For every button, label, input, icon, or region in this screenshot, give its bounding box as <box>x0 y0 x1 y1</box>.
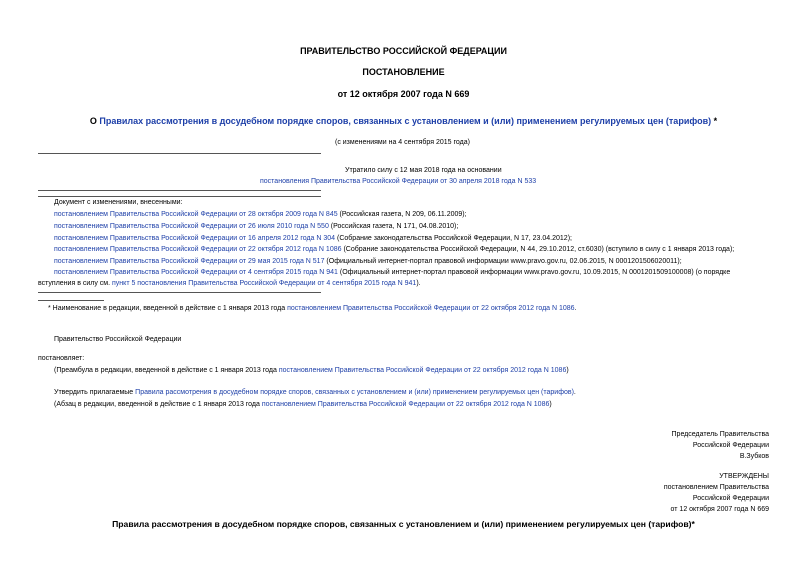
amendment-source: (Официальный интернет-портал правовой информации www.pravo.gov.ru, 02.06.2015, N 0001201506020011); <box>324 258 682 265</box>
rules-title: Правила рассмотрения в досудебном порядке споров, связанных с установлением и (или) применением регулируемых цен (тарифов)* <box>112 519 695 529</box>
amendment-link[interactable]: постановлением Правительства Российской Федерации от 16 апреля 2012 года N 304 <box>54 235 336 242</box>
body-government: Правительство Российской Федерации <box>54 336 182 343</box>
amendment-link[interactable]: постановлением Правительства Российской Федерации от 26 июля 2010 года N 550 <box>54 223 329 230</box>
signature-name: В.Зубков <box>739 453 769 460</box>
body-decrees: постановляет: <box>38 355 85 362</box>
amendments-heading: Документ с изменениями, внесенными: <box>54 199 183 206</box>
amendment-item <box>54 269 730 276</box>
title-prefix: О <box>89 116 100 126</box>
approved-label: УТВЕРЖДЕНЫ <box>719 473 769 480</box>
divider <box>38 153 321 154</box>
amended-note: (с изменениями на 4 сентября 2015 года) <box>335 139 470 146</box>
lost-force-link[interactable]: постановления Правительства Российской Федерации от 30 апреля 2018 года N 533 <box>260 178 537 185</box>
signature-position: Председатель Правительства <box>671 431 769 438</box>
preamble-end: ) <box>566 367 569 374</box>
footnote-text: * Наименование в редакции, введенной в действие с 1 января 2013 года <box>48 305 288 312</box>
amendment-continuation <box>38 280 421 287</box>
paragraph-note <box>54 401 552 408</box>
document-date-number: от 12 октября 2007 года N 669 <box>337 89 470 99</box>
paragraph-note-text: (Абзац в редакции, введенной в действие с 1 января 2013 года <box>54 401 262 408</box>
amendment-link[interactable]: постановлением Правительства Российской Федерации от 22 октября 2012 года N 1086 <box>54 246 342 253</box>
paragraph-note-end: ) <box>549 401 552 408</box>
lost-force-text: Утратило силу с 12 мая 2018 года на основании <box>345 167 502 174</box>
amendment-item <box>54 235 572 242</box>
approve-text: Утвердить прилагаемые <box>54 389 136 396</box>
amendment-source: (Собрание законодательства Российской Федерации, N 44, 29.10.2012, ст.6030) (вступило в силу с 1 января 2013 года); <box>341 246 735 253</box>
amendment-source: (Официальный интернет-портал правовой информации www.pravo.gov.ru, 10.09.2015, N 0001201509100008) (о порядке <box>337 269 731 276</box>
amendment-item <box>54 258 682 265</box>
footnote-divider <box>38 300 104 301</box>
approve-end: . <box>573 389 576 396</box>
divider <box>38 190 321 191</box>
preamble-note <box>54 367 569 374</box>
footnote-end: . <box>574 305 577 312</box>
approve-link[interactable]: Правила рассмотрения в досудебном порядке споров, связанных с установлением и (или) применением регулируемых цен (тарифов) <box>135 389 574 396</box>
amendment-item <box>54 223 458 230</box>
divider <box>38 196 321 197</box>
amendment-link[interactable]: постановлением Правительства Российской Федерации от 4 сентября 2015 года N 941 <box>54 269 338 276</box>
government-heading: ПРАВИТЕЛЬСТВО РОССИЙСКОЙ ФЕДЕРАЦИИ <box>300 46 507 56</box>
amendment-source: (Российская газета, N 209, 06.11.2009); <box>337 211 467 218</box>
amendment-item <box>54 211 467 218</box>
title-suffix: * <box>711 116 718 126</box>
footnote-link[interactable]: постановлением Правительства Российской Федерации от 22 октября 2012 года N 1086 <box>287 305 575 312</box>
footnote <box>48 305 577 312</box>
document-title <box>0 116 807 126</box>
continuation-text: вступления в силу см. <box>38 280 113 287</box>
signature-country: Российской Федерации <box>692 442 769 449</box>
approve-paragraph <box>54 389 576 396</box>
amendment-source: (Собрание законодательства Российской Федерации, N 17, 23.04.2012); <box>335 235 572 242</box>
document-type: ПОСТАНОВЛЕНИЕ <box>362 67 445 77</box>
amendment-item <box>54 246 734 253</box>
amendment-link[interactable]: постановлением Правительства Российской Федерации от 28 октября 2009 года N 845 <box>54 211 338 218</box>
amendment-link[interactable]: постановлением Правительства Российской Федерации от 29 мая 2015 года N 517 <box>54 258 325 265</box>
continuation-end: ). <box>416 280 421 287</box>
preamble-link[interactable]: постановлением Правительства Российской Федерации от 22 октября 2012 года N 1086 <box>278 367 567 374</box>
paragraph-note-link[interactable]: постановлением Правительства Российской Федерации от 22 октября 2012 года N 1086 <box>261 401 550 408</box>
preamble-text: (Преамбула в редакции, введенной в действие с 1 января 2013 года <box>54 367 279 374</box>
approved-country: Российской Федерации <box>692 495 769 502</box>
approved-by: постановлением Правительства <box>663 484 769 491</box>
divider <box>38 292 321 293</box>
title-link[interactable]: Правилах рассмотрения в досудебном порядке споров, связанных с установлением и (или) применением регулируемых цен (тарифов) <box>99 116 712 126</box>
amendment-source: (Российская газета, N 171, 04.08.2010); <box>328 223 459 230</box>
continuation-link[interactable]: пункт 5 постановления Правительства Российской Федерации от 4 сентября 2015 года N 941 <box>112 280 417 287</box>
approved-date: от 12 октября 2007 года N 669 <box>670 506 769 513</box>
